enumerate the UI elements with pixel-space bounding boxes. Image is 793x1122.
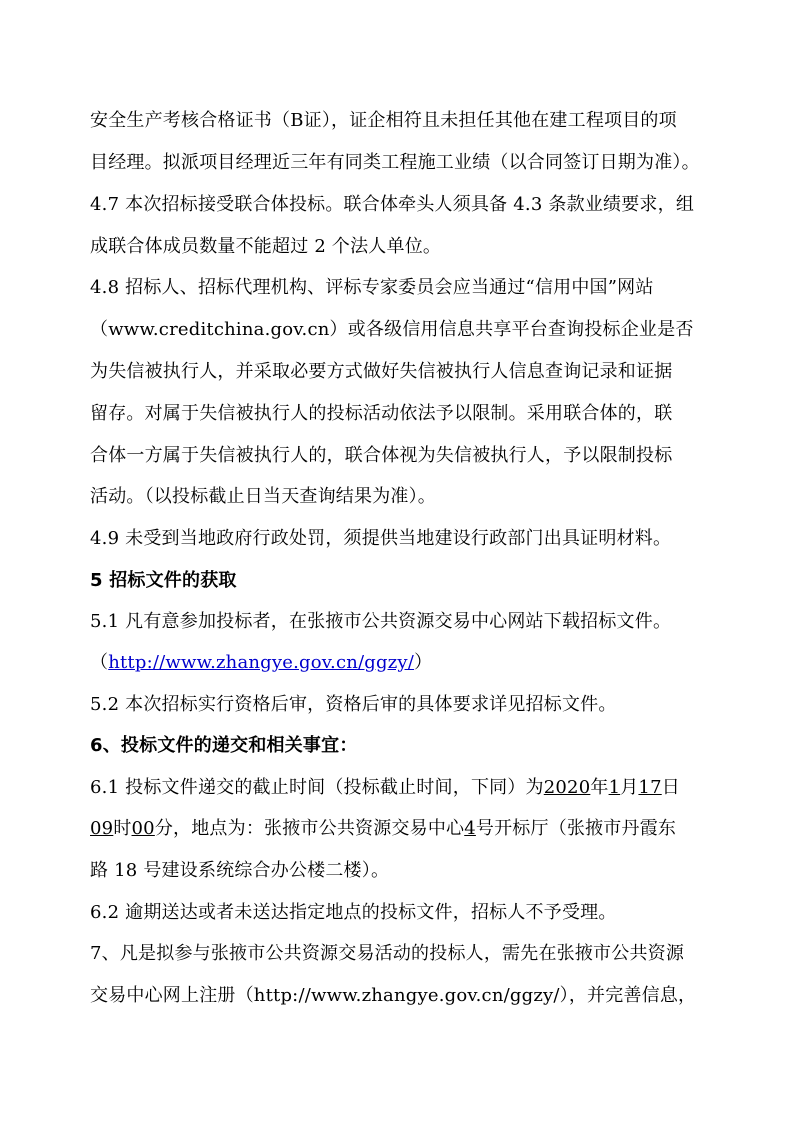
paren-open: （: [90, 652, 109, 673]
deadline-month: 1: [608, 777, 621, 798]
deadline-text-d: 日: [661, 777, 680, 798]
para-4-8-line-3: 为失信被执行人，并采取必要方式做好失信被执行人信息查询记录和证据: [90, 361, 673, 382]
deadline-text-e: 时: [113, 818, 132, 839]
para-6-1-line-3: 路 18 号建设系统综合办公楼二楼）。: [90, 860, 390, 881]
para-6-1-line-1: [90, 775, 680, 801]
deadline-day: 17: [638, 777, 662, 798]
heading-section-6: 6、投标文件的递交和相关事宜：: [90, 735, 358, 756]
para-4-8-line-6: 活动。（以投标截止日当天查询结果为准）。: [90, 486, 436, 507]
ggzy-website-link[interactable]: http://www.zhangye.gov.cn/ggzy/: [108, 652, 415, 673]
para-4-8-line-2: （www.creditchina.gov.cn）或各级信用信息共享平台查询投标企业是否: [90, 319, 694, 340]
para-5-1-line-1: 5.1 凡有意参加投标者，在张掖市公共资源交易中心网站下载招标文件。: [90, 611, 672, 632]
deadline-text-f: 分，地点为：张掖市公共资源交易中心: [154, 818, 465, 839]
para-qualification-line-1: 安全生产考核合格证书（B证），证企相符且未担任其他在建工程项目的项: [90, 110, 677, 131]
para-5-2: 5.2 本次招标实行资格后审，资格后审的具体要求详见招标文件。: [90, 694, 617, 715]
deadline-text-g: 号开标厅（张掖市丹霞东: [475, 818, 677, 839]
deadline-text-a: 6.1 投标文件递交的截止时间（投标截止时间，下同）为: [90, 777, 544, 798]
para-4-8-line-4: 留存。对属于失信被执行人的投标活动依法予以限制。采用联合体的，联: [90, 403, 673, 424]
para-qualification-line-2: 目经理。拟派项目经理近三年有同类工程施工业绩（以合同签订日期为准）。: [90, 152, 700, 173]
deadline-text-b: 年: [590, 777, 609, 798]
para-7-line-1: 7、凡是拟参与张掖市公共资源交易活动的投标人，需先在张掖市公共资源: [90, 943, 685, 964]
document-body: [90, 0, 710, 1122]
paren-close: ）: [414, 652, 433, 673]
para-5-1-line-2: [90, 650, 432, 676]
para-4-7-line-2: 成联合体成员数量不能超过 2 个法人单位。: [90, 236, 442, 257]
opening-room-number: 4: [464, 818, 476, 839]
para-4-9: 4.9 未受到当地政府行政处罚，须提供当地建设行政部门出具证明材料。: [90, 528, 672, 549]
para-4-8-line-5: 合体一方属于失信被执行人的，联合体视为失信被执行人，予以限制投标: [90, 445, 673, 466]
para-6-1-line-2: [90, 816, 676, 842]
para-4-8-line-1: 4.8 招标人、招标代理机构、评标专家委员会应当通过“信用中国”网站: [90, 277, 654, 298]
para-6-2: 6.2 逾期送达或者未送达指定地点的投标文件，招标人不予受理。: [90, 902, 617, 923]
para-4-7-line-1: 4.7 本次招标接受联合体投标。联合体牵头人须具备 4.3 条款业绩要求，组: [90, 194, 695, 215]
para-7-line-2: 交易中心网上注册（http://www.zhangye.gov.cn/ggzy/），并完善信息，: [90, 985, 697, 1006]
deadline-hour: 09: [90, 818, 114, 839]
heading-section-5: 5 招标文件的获取: [90, 570, 237, 591]
deadline-text-c: 月: [620, 777, 639, 798]
deadline-minute: 00: [131, 818, 155, 839]
deadline-year: 2020: [543, 777, 591, 798]
